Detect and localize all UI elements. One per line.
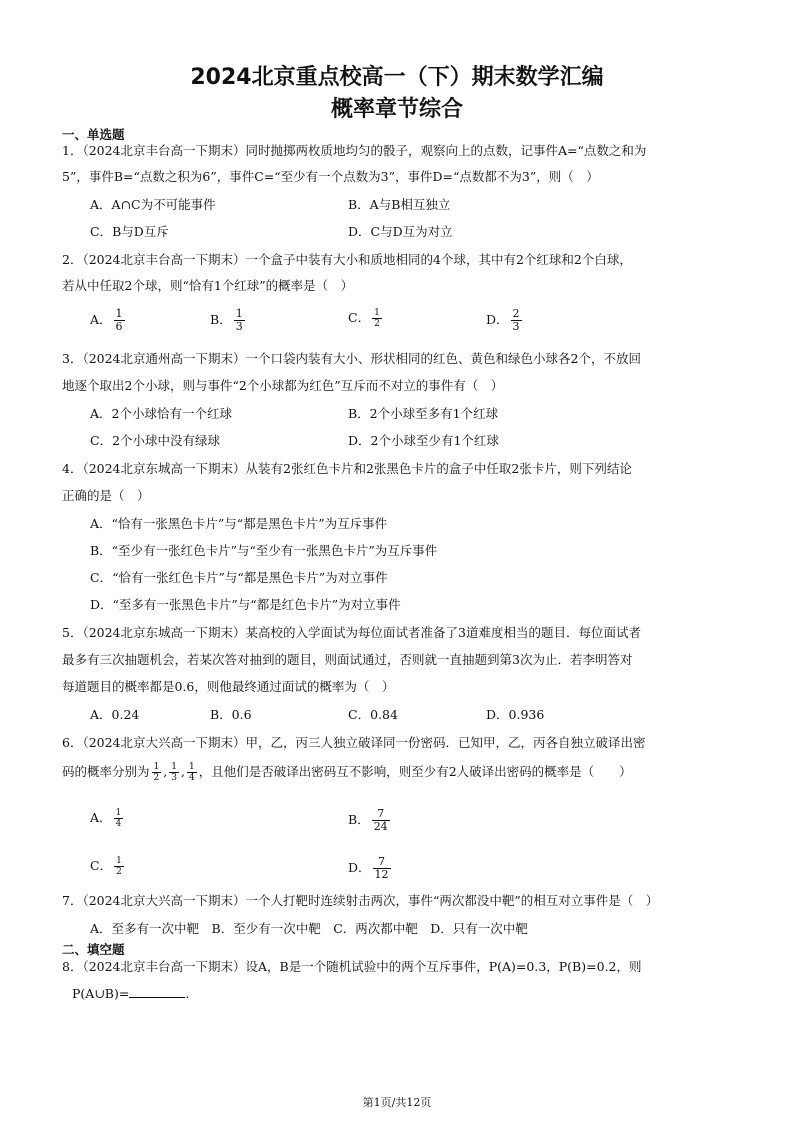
option-label: D． <box>348 860 371 875</box>
fraction-numerator: 1 <box>115 808 122 818</box>
question-2-text: 2．（2024北京丰台高一下期末）一个盒子中装有大小和质地相同的4个球，其中有2个红球和2个白球， <box>62 252 632 267</box>
option-label: D． <box>486 312 509 327</box>
fraction <box>187 762 197 783</box>
question-5-option-b: B．0.6 <box>210 707 252 722</box>
question-1-option-d: D．C与D互为对立 <box>348 224 453 239</box>
question-8-period: . <box>185 986 190 1001</box>
fraction <box>373 856 391 881</box>
fraction-denominator: 2 <box>374 319 380 329</box>
fraction-denominator: 3 <box>235 320 243 333</box>
fraction-denominator: 4 <box>188 773 195 783</box>
fraction-numerator: 1 <box>235 307 243 320</box>
fraction <box>372 308 382 329</box>
question-6-text-cont: 码的概率分别为 $\frac{1}{2}$ , $\frac{1}{3}$ , $\frac{1}{4}$ ，且他们是否破译出密码互不影响，则至少有2人破译出密码的概率是（ ） <box>62 762 632 783</box>
page-footer: 第1页/共12页 <box>362 1096 432 1109</box>
fraction-numerator: 7 <box>372 808 390 821</box>
question-1-option-a: A．A∩C为不可能事件 <box>90 197 216 212</box>
question-5-text-cont2: 每道题目的概率都是0.6，则他最终通过面试的概率为（ ） <box>62 679 395 694</box>
question-4-option-c: C．“恰有一张红色卡片”与“都是黑色卡片”为对立事件 <box>90 570 388 585</box>
question-6-text-pre: 码的概率分别为 <box>62 764 150 779</box>
question-7-text: 7．（2024北京大兴高一下期末）一个人打靶时连续射击两次，事件“两次都没中靶”的相互对立事件是（ ） <box>62 893 659 908</box>
question-6-option-a <box>90 808 125 829</box>
question-5-option-a: A．0.24 <box>90 707 140 722</box>
fraction-numerator: 1 <box>153 762 160 772</box>
question-6-option-c <box>90 856 126 877</box>
fraction <box>511 308 522 333</box>
question-1-option-c: C．B与D互斥 <box>90 224 169 239</box>
question-1-option-b: B．A与B相互独立 <box>348 197 451 212</box>
fraction-numerator: 7 <box>373 856 391 869</box>
question-6-text-post: ，且他们是否破译出密码互不影响，则至少有2人破译出密码的概率是（ ） <box>198 764 632 779</box>
fraction <box>114 308 125 333</box>
question-5-text: 5．（2024北京东城高一下期末）某高校的入学面试为每位面试者准备了3道难度相当的题目．每位面试者 <box>62 625 641 640</box>
fraction <box>372 808 390 833</box>
fraction-denominator: 4 <box>115 819 122 829</box>
question-3-option-d: D．2个小球至少有1个红球 <box>348 433 499 448</box>
answer-blank <box>129 985 185 998</box>
question-3-option-b: B．2个小球至多有1个红球 <box>348 406 499 421</box>
question-4-option-b: B．“至少有一张红色卡片”与“至少有一张黑色卡片”为互斥事件 <box>90 543 438 558</box>
question-3-option-c: C．2个小球中没有绿球 <box>90 433 221 448</box>
question-6-text: 6．（2024北京大兴高一下期末）甲，乙，丙三人独立破译同一份密码．已知甲，乙，丙各自独立破译出密 <box>62 735 646 750</box>
question-6-option-d <box>348 856 393 881</box>
fraction <box>114 856 124 877</box>
question-5-text-cont: 最多有三次抽题机会，若某次答对抽到的题目，则面试通过，否则就一直抽题到第3次为止．若李明答对 <box>62 652 633 667</box>
fraction <box>152 762 162 783</box>
fraction-denominator: 3 <box>512 320 520 333</box>
fraction-denominator: 24 <box>373 820 388 833</box>
fraction <box>169 762 179 783</box>
option-label: B． <box>210 312 232 327</box>
question-3-text: 3．（2024北京通州高一下期末）一个口袋内装有大小、形状相同的红色、黄色和绿色小球各2个，不放回 <box>62 351 641 366</box>
fraction-numerator: 1 <box>171 762 177 772</box>
fraction-numerator: 1 <box>374 308 380 318</box>
option-label: A． <box>90 312 112 327</box>
question-4-option-a: A．“恰有一张黑色卡片”与“都是黑色卡片”为互斥事件 <box>90 516 388 531</box>
question-1-text-cont: 5”，事件B=“点数之积为6”，事件C=“至少有一个点数为3”，事件D=“点数都不为3”，则（ ） <box>62 169 599 184</box>
question-6-option-b <box>348 808 392 833</box>
section-heading-fill-blank: 二、填空题 <box>62 942 125 957</box>
section-heading-single-choice: 一、单选题 <box>62 127 125 142</box>
fraction-denominator: 2 <box>116 867 122 877</box>
question-4-option-d: D．“至多有一张黑色卡片”与“都是红色卡片”为对立事件 <box>90 597 401 612</box>
option-label: C． <box>348 310 371 325</box>
fraction-numerator: 2 <box>512 307 520 320</box>
question-3-option-a: A．2个小球恰有一个红球 <box>90 406 232 421</box>
question-5-option-d: D．0.936 <box>486 707 545 722</box>
question-2-option-d <box>486 308 524 333</box>
question-2-option-c <box>348 308 384 329</box>
fraction-numerator: 1 <box>116 856 122 866</box>
question-4-text-cont: 正确的是（ ） <box>62 488 150 503</box>
question-8-text-cont <box>72 985 742 1003</box>
question-1-text: 1．（2024北京丰台高一下期末）同时抛掷两枚质地均匀的骰子，观察向上的点数，记事件A=“点数之和为 <box>62 143 647 158</box>
question-4-text: 4．（2024北京东城高一下期末）从装有2张红色卡片和2张黑色卡片的盒子中任取2张卡片，则下列结论 <box>62 461 632 476</box>
option-label: A． <box>90 810 112 825</box>
question-2-option-a <box>90 308 127 333</box>
document-subtitle: 概率章节综合 <box>330 97 463 122</box>
question-8-expression: P(A∪B)= <box>72 986 130 1001</box>
option-label: C． <box>90 858 113 873</box>
question-7-options: A．至多有一次中靶 B．至少有一次中靶 C．两次都中靶 D．只有一次中靶 <box>90 921 528 936</box>
question-5-option-c: C．0.84 <box>348 707 398 722</box>
option-label: B． <box>348 812 370 827</box>
question-2-option-b <box>210 308 247 333</box>
question-8-text: 8．（2024北京丰台高一下期末）设A，B是一个随机试验中的两个互斥事件，P(A)=0.3，P(B)=0.2，则 <box>62 959 642 974</box>
fraction-numerator: 1 <box>115 307 123 320</box>
fraction <box>234 308 245 333</box>
fraction <box>114 808 124 829</box>
fraction-numerator: 1 <box>188 762 195 772</box>
document-title: 2024北京重点校高一（下）期末数学汇编 <box>190 65 604 90</box>
fraction-denominator: 2 <box>153 773 160 783</box>
question-2-text-cont: 若从中任取2个球，则“恰有1个红球”的概率是（ ） <box>62 278 354 293</box>
fraction-denominator: 3 <box>171 773 177 783</box>
question-3-text-cont: 地逐个取出2个小球，则与事件“2个小球都为红色”互斥而不对立的事件有（ ） <box>62 378 504 393</box>
fraction-denominator: 12 <box>374 868 389 881</box>
fraction-denominator: 6 <box>115 320 123 333</box>
